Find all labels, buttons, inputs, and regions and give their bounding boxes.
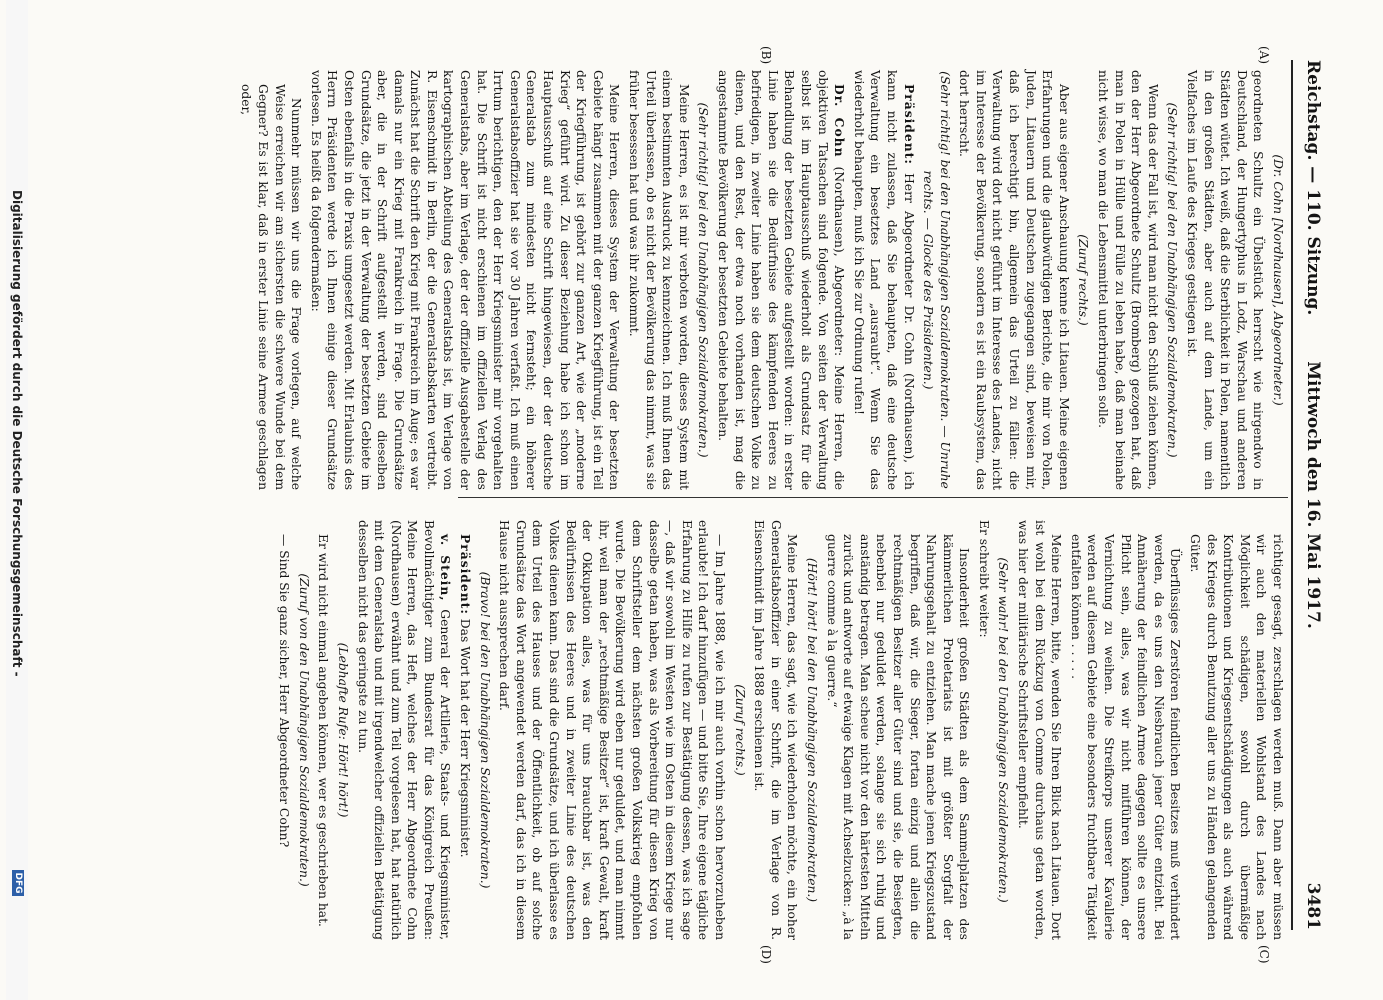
paragraph: Er schreibt weiter: [976,520,991,638]
speaker-name: Dr. Cohn [832,84,848,158]
speech-text: General der Artillerie, Staats- und Kriegsminister, Bevollmächtigter zum Bundesrat für das Königreich Preußen: Meine Herren, das Heft, welches der Herr Abgeordnete Cohn (Nordhausen) erwähnt und zum Teil vorgelesen hat, hat natürlich mit dem Generalstab und mit irgendwelcher offiziellen Betätigung desselben nicht das geringste zu tun. [355,520,453,940]
speaker-name: v. Stein, [438,534,454,602]
speech-paragraph [850,70,916,490]
digitization-footer [6,0,28,1000]
speech-text: Das Wort hat der Herr Kriegsminister. [458,618,473,858]
margin-mark-b: (B) [759,46,773,65]
column-separator [458,497,1288,498]
interjection: (Sehr richtig! bei den Unabhängigen Sozialdemokraten.) [696,102,711,458]
speaker-continuation: (Dr. Cohn [Nordhausen], Abgeordneter.) [1271,154,1285,406]
paragraph: Aber aus eigener Anschauung kenne ich Litauen. Meine eigenen Erfahrungen und die glaubwürdigen Berichte, die mir von Polen, Juden, Litauern und Deutschen zugegangen sind, beweisen mir, daß ich berechtigt bin, allgemein das Urteil zu fällen: die Verwaltung wird dort nicht geführt im Interesse des Landes, nicht im Interesse der Bevölkerung, sondern es ist ein Raubsystem, das dort herrscht. [957,70,1071,490]
speech-paragraph [354,520,454,940]
speech-text: (Nordhausen), Abgeordneter: Meine Herren, die objektiven Tatsachen sind folgende. Von seiten der Verwaltung selbst ist im Hauptausschuß wiederholt als Grundsatz für die Behandlung der besetzten Gebiete aufgestellt worden: in erster Linie haben sie die Bedürfnisse des kämpfenden Heeres zu befriedigen, in zweiter Linie haben sie dem deutschen Volke zu dienen, und den Rest, der etwa noch vorhanden ist, mag die angestammte Bevölkerung der besetzten Gebiete behalten. [716,70,847,490]
speech-text: Herr Abgeordneter Dr. Cohn (Nordhausen), ich kann nicht zulassen, daß Sie behaupten, daß eine deutsche Verwaltung ein besetztes Land „ausraubt“. Wenn Sie das wiederholt behaupten, muß ich Sie zur Ordnung rufen! [851,70,916,490]
paragraph: — Sind Sie ganz sicher, Herr Abgeordneter Cohn? [277,534,292,848]
speech-paragraph [714,70,847,490]
quotation: Überflüssiges Zerstören feindlichen Besitzes muß verhindert werden, da es uns den Niesbrauch jener Güter entzieht. Bei Annäherung der feindlichen Armee dagegen sollte es unsere Pflicht sein, alles, was wir nicht mitführen können, der Vernichtung zu weihen. Die Streifkorps unserer Kavallerie werden auf diesem Gebiete eine besonders fruchtbare Tätigkeit entfalten können . . . . . [1068,534,1183,940]
header-session: Reichstag. — 110. Sitzung. [1303,60,1323,316]
speech-paragraph [457,520,474,940]
paragraph: Wenn das der Fall ist, wird man nicht den Schluß ziehen können, den der Herr Abgeordnete Schultz (Bromberg) gezogen hat, daß man in Polen in Hülle und Fülle zu leben habe, daß man beinahe nicht wisse, wo man die Lebensmittel unterbringen solle. [1096,70,1160,490]
header-page-number: 3481 [1303,882,1323,930]
paragraph: Meine Herren, das sagt, wie ich wiederholen möchte, ein hoher Generalstabsoffizier in einer Schrift, die im Verlage von R. Eisenschmidt im Jahre 1888 erschienen ist. [752,520,800,940]
quotation: richtiger gesagt, zerschlagen werden muß. Dann aber müssen wir auch den materiellen Wohlstand des Landes nach Möglichkeit schädigen, sowohl durch übermäßige Kontributionen und Kriegsentschädigungen als auch während des Krieges durch Benutzung aller uns zu Händen gelangenden Güter. [1188,534,1285,940]
paragraph: Meine Herren, es ist mir verboten worden, dieses System mit einem bestimmten Ausdruck zu kennzeichnen. Ich muß Ihnen das Urteil überlassen, ob es nicht der Bevölkerung das nimmt, was sie früher besessen hat und was ihr zukommt. [627,70,691,490]
interjection: (Zuruf rechts.) [1076,234,1091,326]
quotation: Insonderheit großen Städten als dem Sammelplatzen des kämmerlichen Proletariats ist mit größter Sorgfalt der Nahrungsgehalt zu entziehen. Man mache jenen Kriegszustand begriffen, daß wir, die Sieger, fortan einzig und allein die rechtmäßigen Besitzer aller Güter sind und sie, die Besiegten, nebenbei nur geduldet werden, solange sie sich ruhig und anständig betragen. Man scheue nicht vor den härtesten Mitteln zurück und antworte auf etwaige Klagen mit Achselzucken: „à la guerre comme à la guerre.“ [824,534,972,940]
interjection: (Lebhafte Rufe: Hört! hört!) [335,642,350,818]
funding-note: Digitalisierung gefördert durch die Deutsche Forschungsgemeinschaft - [10,190,24,677]
right-column [273,520,1286,940]
margin-mark-a: (A) [1257,46,1271,65]
interjection: (Bravo! bei den Unabhängigen Sozialdemokraten.) [477,571,492,889]
left-column [235,70,1286,490]
paragraph: Meine Herren, dieses System der Verwaltung der besetzten Gebiete hängt zusammen mit der ganzen Kriegführung, ist ein Teil der Kriegführung, ist gehört zur ganzen Art, wie der „moderne Krieg“ geführt wird. Zu dieser Beziehung habe ich schon im Hauptausschuß auf eine Schrift hingewiesen, der der deutsche Generalstab zum mindesten nicht fernsteht; ein höherer Generalstabsoffizier hat sie vor 30 Jahren verfaßt. Ich muß einen Irrtum berichtigen, den der Herr Kriegsminister mir vorgehalten hat. Die Schrift ist nicht erschienen im offiziellen Verlag des Generalstabs, aber im Verlage, der der offizielle Ausgabestelle der kartographischen Abteilung des Generalstabs ist, im Verlage von R. Eisenschmidt in Berlin, der die Generalstabskarten vertreibt. Zunächst hat die Schrift den Krieg mit Frankreich im Auge; es war damals nur ein Krieg mit Frankreich in Frage. Die Grundsätze aber, die in der Schrift aufgestellt werden, sind dieselben Grundsätze, die jetzt in der Verwaltung der besetzten Gebiete im Osten ebenfalls in die Praxis umgesetzt werden. Mit Erlaubnis des Herrn Präsidenten werde ich Ihnen einige dieser Grundsätze vorlesen. Es heißt da folgendermaßen: [308,70,622,490]
interjection: (Zuruf rechts.) [732,684,747,776]
header-rule [1291,60,1293,930]
paragraph: geordneten Schultz ein Übelstück herrscht wie nirgendwo in Deutschland, der Hungertyphus in Lodz, Warschau und anderen Städten wütet. Ich weiß, daß die Sterblichkeit in Polen, namentlich in den großen Städten, aber auch auf dem Lande, um ein Vielfaches im Laufe des Krieges gestiegen ist. [1185,70,1266,490]
interjection: (Sehr wahr! bei den Unabhängigen Sozialdemokraten.) [996,557,1011,903]
margin-mark-c: (C) [1257,945,1271,964]
page-header [1297,60,1323,930]
interjection: (Sehr richtig! bei den Unabhängigen Sozialdemokraten. — Unruhe rechts. — Glocke des Präsidenten.) [921,71,952,489]
quotation: Nunmehr müssen wir uns die Frage vorlegen, auf welche Weise erreichen wir am sichersten die schwere Wunde bei dem Gegner? Es ist klar, daß in erster Linie seine Armee geschlagen oder, [239,84,304,490]
interjection: (Hört! hört! bei den Unabhängigen Sozialdemokraten.) [804,557,819,903]
margin-mark-d: (D) [759,945,773,964]
paragraph: — Im Jahre 1888, wie ich mir auch vorhin schon hervorzuheben erlaubte! Ich darf hinzufügen — und bitte Sie, Ihre eigene tägliche Erfahrung zu Hilfe zu rufen zur Bestätigung dessen, was ich sage —, daß wir sowohl im Westen wie im Osten in diesem Kriege nur dasselbe getan haben, was als Vorbereitung für diesen Krieg von dem Schriftsteller dem nächsten großen Volkskrieg empfohlen wurde. Die Bevölkerung wird eben nur geduldet, und man nimmt ihr, weil man der „rechtmäßige Besitzer“ ist, kraft Gewalt, kraft der Okkupation alles, was für uns brauchbar ist, was den Bedürfnissen des Heeres und in zweiter Linie des deutschen Volkes dienen kann. Das sind die Grundsätze, und ich überlasse es dem Urteil des Hauses und der Öffentlichkeit, ob auf solche Grundsätze das Wort angewendet werden darf, das ich in diesem Hause nicht aussprechen darf. [497,520,727,940]
speaker-name: Präsident: [901,84,917,165]
interjection: (Zuruf von den Unabhängigen Sozialdemokraten.) [296,573,311,887]
paragraph: Er wird nicht einmal angeben können, wer es geschrieben hat. [316,534,331,927]
dfg-logo: DFG [12,870,24,896]
interjection: (Sehr richtig! bei den Unabhängigen Sozialdemokraten.) [1165,102,1180,458]
paragraph: Meine Herren, bitte, wenden Sie Ihren Blick nach Litauen. Dort ist wohl bei dem Rückzug von Comme durchaus getan worden, was hier der militärische Schriftsteller empfiehlt. [1016,520,1064,940]
speaker-name: Präsident: [458,534,474,615]
header-date: Mittwoch den 16. Mai 1917. [1303,361,1323,629]
